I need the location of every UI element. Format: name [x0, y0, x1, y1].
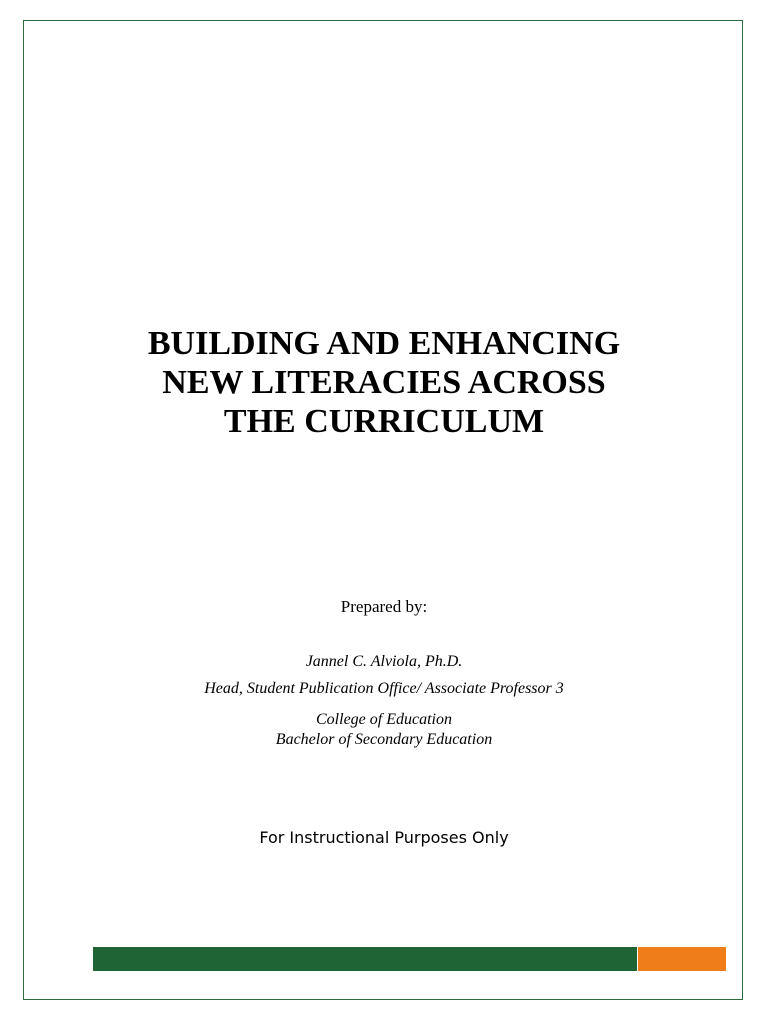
- author-position: Head, Student Publication Office/ Associate Professor 3: [204, 680, 564, 697]
- prepared-by-label: Prepared by:: [340, 597, 428, 616]
- footer-color-bar: [93, 947, 726, 971]
- page-border: [23, 20, 743, 1000]
- footer-bar-green: [93, 947, 637, 971]
- author-name: Jannel C. Alviola, Ph.D.: [305, 653, 463, 670]
- college-name: College of Education: [316, 711, 452, 728]
- title-line-1: BUILDING AND ENHANCING: [147, 325, 621, 362]
- author-block: [0, 652, 768, 699]
- title-line-3: THE CURRICULUM: [223, 403, 545, 440]
- title-line-2: NEW LITERACIES ACROSS: [162, 364, 606, 401]
- college-block: [0, 710, 768, 750]
- document-title: [0, 324, 768, 441]
- program-name: Bachelor of Secondary Education: [275, 731, 493, 748]
- instructional-notice: For Instructional Purposes Only: [259, 828, 509, 847]
- footer-bar-orange: [638, 947, 726, 971]
